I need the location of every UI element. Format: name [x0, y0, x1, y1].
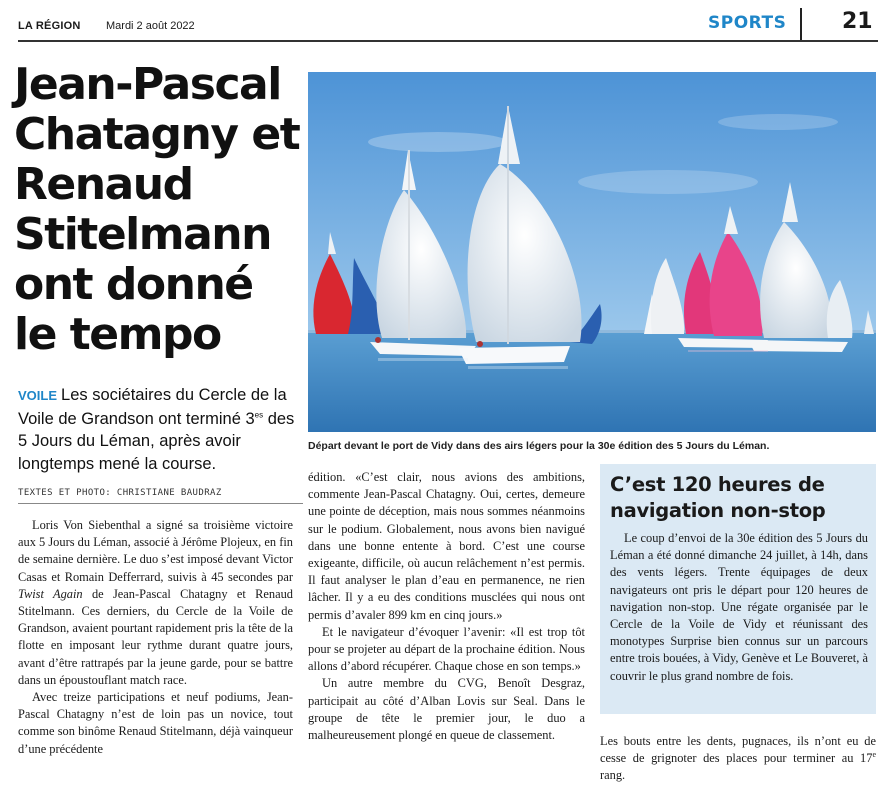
- article-headline: Jean-Pascal Chatagny et Renaud Stitelmann ont donné le tempo: [14, 59, 300, 360]
- byline-rule: [18, 503, 303, 504]
- section-label: SPORTS: [708, 13, 787, 33]
- article-lead: [18, 384, 303, 475]
- paragraph-text: Loris Von Siebenthal a signé sa troisième victoire aux 5 Jours du Léman, associé à Jérôme Plojeux, en fin de semaine dernière. Le duo s’est imposé devant Victor Casas et Romain Defferrard, suivis à 45 secondes par: [18, 518, 293, 584]
- body-paragraph: Avec treize participations et neuf podiums, Jean-Pascal Chatagny n’est de loin pas un novice, tout comme son binôme Renaud Stitelmann, déjà vainqueur d’une précédente: [18, 690, 293, 756]
- body-paragraph: édition. «C’est clair, nous avions des ambitions, commente Jean-Pascal Chatagny. Oui, certes, demeure une pointe de déception, mais nous sommes néanmoins sur le podium. Globalement, nous avons bien navigué dans une bonne entente à bord. C’est une course exigeante, difficile, où aucun relâchement n’est permis. Il faut analyser le plan d’eau en permanence, ne rien lâcher. Il y a eu des conditions musclées qui nous ont permis d’avaler 899 km en cinq jours.»: [308, 470, 585, 622]
- info-box-title: C’est 120 heures de navigation non-stop: [610, 473, 826, 522]
- paragraph-text: Les bouts entre les dents, pugnaces, ils n’ont eu de cesse de grignoter des places pour terminer au 17: [600, 734, 876, 766]
- issue-date: Mardi 2 août 2022: [106, 20, 195, 32]
- body-paragraph: Un autre membre du CVG, Benoît Desgraz, participait au côté d’Alban Lovis sur Seal. Dans le groupe de tête le premier jour, le duo a malheureusement plongé en queue de classement.: [308, 676, 585, 743]
- publication-name: LA RÉGION: [18, 20, 81, 32]
- lead-kicker: VOILE: [18, 388, 58, 403]
- lead-superscript: es: [254, 410, 264, 419]
- info-box: [600, 464, 876, 714]
- paragraph-text: rang.: [600, 768, 626, 783]
- header-rule: [18, 40, 878, 42]
- regatta-photo: [308, 72, 876, 432]
- page-number: 21: [842, 9, 873, 34]
- rank-superscript: e: [872, 750, 876, 760]
- sailboats-illustration: [308, 72, 876, 432]
- lead-text-a: Les sociétaires du Cercle de la Voile de Grandson ont terminé 3: [18, 386, 287, 428]
- body-paragraph: [600, 733, 876, 785]
- body-paragraph: [18, 517, 293, 689]
- body-column-1: [18, 517, 293, 758]
- lead-text-b: des 5 Jours du Léman, après avoir longtemps mené la course.: [18, 409, 295, 473]
- byline: TEXTES ET PHOTO: CHRISTIANE BAUDRAZ: [18, 488, 222, 498]
- body-paragraph: Et le navigateur d’évoquer l’avenir: «Il est trop tôt pour se projeter au départ de la prochaine édition. Nous allons d’abord récupérer. Chaque chose en son temps.»: [308, 624, 585, 674]
- boat-name: Twist Again: [18, 586, 83, 601]
- header-divider: [800, 8, 802, 40]
- photo-caption: Départ devant le port de Vidy dans des airs légers pour la 30e édition des 5 Jours du Léman.: [308, 440, 770, 452]
- page-header: [0, 0, 896, 44]
- info-box-text: Le coup d’envoi de la 30e édition des 5 Jours du Léman a été donné dimanche 24 juillet, à 14h, dans des vents légers. Trente équipages de deux navigateurs ont pris le départ pour 120 heures de navigation non-stop. Une régate organisée par le Cercle de la Voile de Vidy et réunissant des monotypes Surprise bien connus sur un parcours entre trois bouées, à Vidy, Genève et Le Bouveret, à couvrir le plus grand nombre de fois.: [610, 531, 868, 683]
- body-column-2: [308, 469, 585, 744]
- paragraph-text: de Jean-Pascal Chatagny et Renaud Stitelmann. Ces derniers, du Cercle de la Voile de Grandson, avaient pourtant rapidement pris la tête de la flotte en imposant leur rythme durant quatre jours, avant d’être rattrapés par la jeune garde, pour se battre dans un époustouflant match race.: [18, 586, 293, 687]
- body-column-3: [600, 733, 876, 785]
